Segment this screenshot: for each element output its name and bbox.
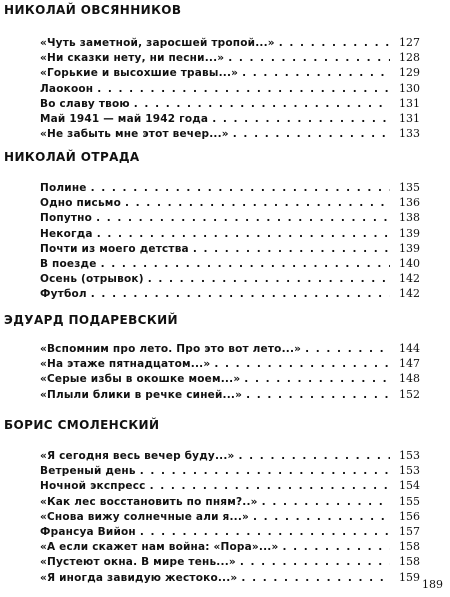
section-heading: НИКОЛАЙ ОВСЯННИКОВ — [4, 3, 182, 17]
toc-entry — [40, 111, 420, 126]
entry-title: «Чуть заметной, заросшей тропой...» — [40, 37, 275, 49]
entry-title: Осень (отрывок) — [40, 273, 144, 286]
leader-dots — [244, 372, 390, 387]
leader-dots — [134, 97, 390, 112]
toc-entry — [40, 35, 420, 50]
entry-title: Полине — [40, 182, 87, 194]
page-number: 189 — [422, 578, 443, 591]
entry-title: Во славу твою — [40, 97, 130, 110]
toc-entry — [40, 494, 420, 509]
entry-title: В поезде — [40, 257, 97, 270]
toc-entry — [40, 341, 420, 356]
entry-title: «А если скажет нам война: «Пора»...» — [40, 541, 279, 554]
entry-title: Ночной экспресс — [40, 480, 146, 493]
leader-dots — [125, 196, 390, 211]
entry-title: Франсуа Вийон — [40, 525, 136, 538]
entry-title: Одно письмо — [40, 197, 122, 210]
leader-dots — [91, 287, 390, 302]
entry-page: 131 — [399, 111, 420, 125]
entry-page: 155 — [399, 494, 420, 508]
toc-entry — [40, 554, 420, 569]
entry-page: 154 — [399, 479, 420, 493]
entry-list — [40, 35, 420, 141]
entry-page: 129 — [399, 66, 420, 80]
entry-page: 131 — [399, 96, 420, 110]
leader-dots — [91, 181, 390, 196]
toc-entry — [40, 387, 420, 402]
toc-entry — [40, 126, 420, 141]
toc-entry — [40, 524, 420, 539]
leader-dots — [148, 272, 390, 287]
leader-dots — [214, 357, 390, 372]
entry-list — [40, 180, 420, 302]
entry-title: Некогда — [40, 227, 93, 240]
leader-dots — [240, 555, 390, 570]
toc-entry — [40, 241, 420, 256]
toc-entry — [40, 50, 420, 65]
entry-page: 139 — [399, 226, 420, 240]
entry-title: Попутно — [40, 212, 93, 225]
toc-entry — [40, 463, 420, 478]
leader-dots — [305, 342, 390, 357]
toc-entry — [40, 271, 420, 286]
entry-page: 140 — [399, 256, 420, 270]
entry-title: «Я иногда завидую жестоко...» — [40, 571, 238, 584]
leader-dots — [228, 51, 390, 66]
section-otrada — [0, 150, 450, 301]
toc-entry — [40, 256, 420, 271]
entry-title: Ветреный день — [40, 465, 136, 478]
entry-page: 156 — [399, 509, 420, 523]
entry-title: «Вспомним про лето. Про это вот лето...» — [40, 343, 302, 355]
entry-title: «Плыли блики в речке синей...» — [40, 388, 243, 401]
entry-title: Май 1941 — май 1942 года — [40, 112, 209, 125]
entry-page: 133 — [399, 127, 420, 141]
entry-page: 127 — [399, 36, 420, 49]
entry-page: 153 — [399, 449, 420, 462]
leader-dots — [140, 525, 390, 540]
toc-entry — [40, 195, 420, 210]
toc-entry — [40, 448, 420, 463]
toc-entry — [40, 356, 420, 371]
entry-list — [40, 448, 420, 585]
section-podarevsky — [0, 313, 450, 403]
entry-title: Почти из моего детства — [40, 242, 189, 255]
leader-dots — [97, 82, 390, 97]
leader-dots — [262, 495, 390, 510]
entry-page: 158 — [399, 540, 420, 554]
entry-title: «Я сегодня весь вечер буду...» — [40, 450, 235, 462]
entry-title: «Горькие и высохшие травы...» — [40, 67, 239, 80]
leader-dots — [233, 127, 390, 142]
leader-dots — [241, 571, 390, 586]
toc-entry — [40, 286, 420, 301]
entry-title: «Пустеют окна. В мире тень...» — [40, 556, 236, 569]
entry-page: 130 — [399, 81, 420, 95]
leader-dots — [253, 510, 390, 525]
entry-page: 142 — [399, 287, 420, 301]
leader-dots — [193, 242, 390, 257]
section-ovsyannikov — [0, 3, 450, 143]
leader-dots — [242, 66, 390, 81]
entry-title: «Как лес восстановить по пням?..» — [40, 495, 258, 508]
section-heading: НИКОЛАЙ ОТРАДА — [4, 150, 140, 164]
section-heading: БОРИС СМОЛЕНСКИЙ — [4, 418, 160, 432]
entry-page: 128 — [399, 51, 420, 65]
entry-page: 135 — [399, 181, 420, 194]
leader-dots — [140, 464, 390, 479]
entry-title: Футбол — [40, 288, 87, 301]
entry-title: «Серые избы в окошке моем...» — [40, 373, 241, 386]
leader-dots — [279, 36, 390, 51]
section-smolensky — [0, 418, 450, 584]
entry-page: 152 — [399, 387, 420, 401]
entry-page: 136 — [399, 196, 420, 210]
leader-dots — [282, 540, 390, 555]
toc-entry — [40, 180, 420, 195]
entry-page: 159 — [399, 570, 420, 584]
entry-title: Лаокоон — [40, 82, 94, 95]
entry-page: 139 — [399, 241, 420, 255]
entry-page: 138 — [399, 211, 420, 225]
toc-entry — [40, 81, 420, 96]
toc-entry — [40, 371, 420, 386]
toc-entry — [40, 509, 420, 524]
toc-entry — [40, 226, 420, 241]
entry-page: 158 — [399, 555, 420, 569]
entry-title: «Не забыть мне этот вечер...» — [40, 128, 229, 141]
entry-page: 142 — [399, 272, 420, 286]
leader-dots — [150, 479, 390, 494]
entry-page: 157 — [399, 524, 420, 538]
entry-page: 148 — [399, 372, 420, 386]
entry-page: 144 — [399, 342, 420, 355]
leader-dots — [97, 227, 390, 242]
toc-entry — [40, 539, 420, 554]
entry-list — [40, 341, 420, 402]
leader-dots — [96, 211, 390, 226]
entry-title: «Снова вижу солнечные али я...» — [40, 510, 250, 523]
leader-dots — [212, 112, 390, 127]
entry-page: 153 — [399, 464, 420, 478]
leader-dots — [101, 257, 390, 272]
toc-entry — [40, 96, 420, 111]
section-heading: ЭДУАРД ПОДАРЕВСКИЙ — [4, 313, 178, 327]
toc-entry — [40, 65, 420, 80]
toc-entry — [40, 210, 420, 225]
entry-title: «На этаже пятнадцатом...» — [40, 358, 211, 371]
entry-title: «Ни сказки нету, ни песни...» — [40, 52, 225, 65]
leader-dots — [239, 449, 390, 464]
toc-entry — [40, 478, 420, 493]
leader-dots — [246, 388, 390, 403]
toc-entry — [40, 570, 420, 585]
entry-page: 147 — [399, 357, 420, 371]
